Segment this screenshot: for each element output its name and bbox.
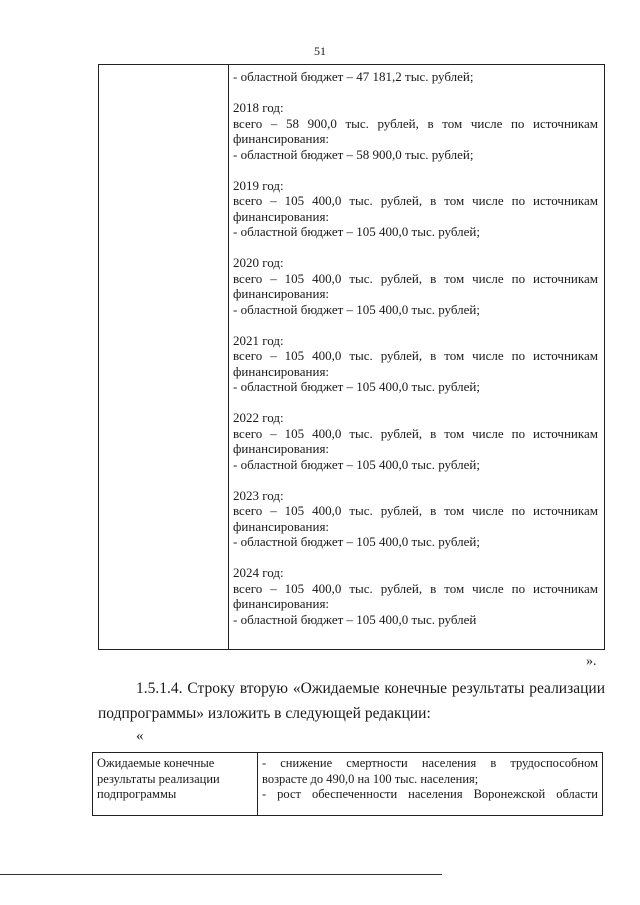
closing-quote: ». — [586, 654, 597, 669]
funding-year-regional: - областной бюджет – 105 400,0 тыс. рублей; — [233, 456, 480, 472]
amendment-paragraph-line-1: 1.5.1.4. Строку вторую «Ожидаемые конечные результаты реализации — [136, 680, 605, 697]
results-table-label: Ожидаемые конечные результаты реализации подпрограммы — [93, 753, 258, 815]
funding-year-heading: 2023 год: — [233, 487, 284, 503]
funding-year-heading: 2020 год: — [233, 255, 284, 270]
funding-year-block — [233, 255, 598, 317]
funding-year-regional: - областной бюджет – 105 400,0 тыс. рублей — [233, 611, 477, 627]
opening-quote: « — [136, 728, 144, 744]
funding-year-total: всего – 105 400,0 тыс. рублей, в том числе по источникам — [233, 348, 598, 363]
funding-year-total: всего – 105 400,0 тыс. рублей, в том числе по источникам — [233, 503, 598, 518]
funding-year-continuation: финансирования: — [233, 208, 330, 224]
funding-year-block — [233, 178, 598, 240]
funding-year-list — [233, 100, 598, 627]
funding-year-heading: 2018 год: — [233, 100, 284, 115]
funding-table-label-cell — [99, 65, 229, 649]
funding-year-continuation: финансирования: — [233, 441, 330, 456]
funding-table — [98, 64, 605, 650]
funding-year-heading: 2019 год: — [233, 177, 284, 193]
funding-year-continuation: финансирования: — [233, 363, 330, 379]
funding-year-heading: 2022 год: — [233, 410, 284, 425]
amendment-paragraph-line-2: подпрограммы» изложить в следующей редакции: — [98, 705, 431, 722]
funding-year-regional: - областной бюджет – 105 400,0 тыс. рублей; — [233, 534, 480, 549]
funding-year-block — [233, 333, 598, 395]
funding-year-continuation: финансирования: — [233, 131, 330, 146]
results-table-content — [258, 753, 602, 803]
footer-rule — [0, 874, 442, 875]
funding-year-total: всего – 105 400,0 тыс. рублей, в том числе по источникам — [233, 193, 598, 208]
funding-year-total: всего – 105 400,0 тыс. рублей, в том числе по источникам — [233, 425, 598, 441]
funding-year-regional: - областной бюджет – 105 400,0 тыс. рублей; — [233, 224, 480, 239]
funding-year-continuation: финансирования: — [233, 518, 330, 534]
funding-year-heading: 2021 год: — [233, 332, 284, 348]
page-number: 51 — [314, 44, 326, 58]
funding-year-total: всего – 105 400,0 тыс. рублей, в том числе по источникам — [233, 270, 598, 286]
funding-year-continuation: финансирования: — [233, 596, 330, 611]
funding-year-regional: - областной бюджет – 105 400,0 тыс. рублей; — [233, 301, 480, 317]
funding-year-regional: - областной бюджет – 105 400,0 тыс. рублей; — [233, 379, 480, 394]
results-line: возрасте до 490,0 на 100 тыс. населения; — [262, 771, 479, 786]
funding-year-block — [233, 410, 598, 472]
funding-year-block — [233, 488, 598, 550]
funding-year-block — [233, 565, 598, 627]
funding-year-heading: 2024 год: — [233, 565, 284, 580]
funding-year-total: всего – 58 900,0 тыс. рублей, в том числе по источникам — [233, 115, 598, 131]
results-table — [92, 752, 603, 816]
funding-intro-line: - областной бюджет – 47 181,2 тыс. рублей; — [233, 69, 474, 84]
funding-year-continuation: финансирования: — [233, 286, 330, 301]
results-line: - снижение смертности населения в трудоспособном — [262, 756, 598, 770]
funding-year-total: всего – 105 400,0 тыс. рублей, в том числе по источникам — [233, 580, 598, 596]
funding-year-block — [233, 100, 598, 162]
funding-table-content-cell — [229, 65, 604, 627]
results-line: - рост обеспеченности населения Воронежской области — [262, 787, 598, 801]
funding-year-regional: - областной бюджет – 58 900,0 тыс. рублей; — [233, 146, 474, 162]
